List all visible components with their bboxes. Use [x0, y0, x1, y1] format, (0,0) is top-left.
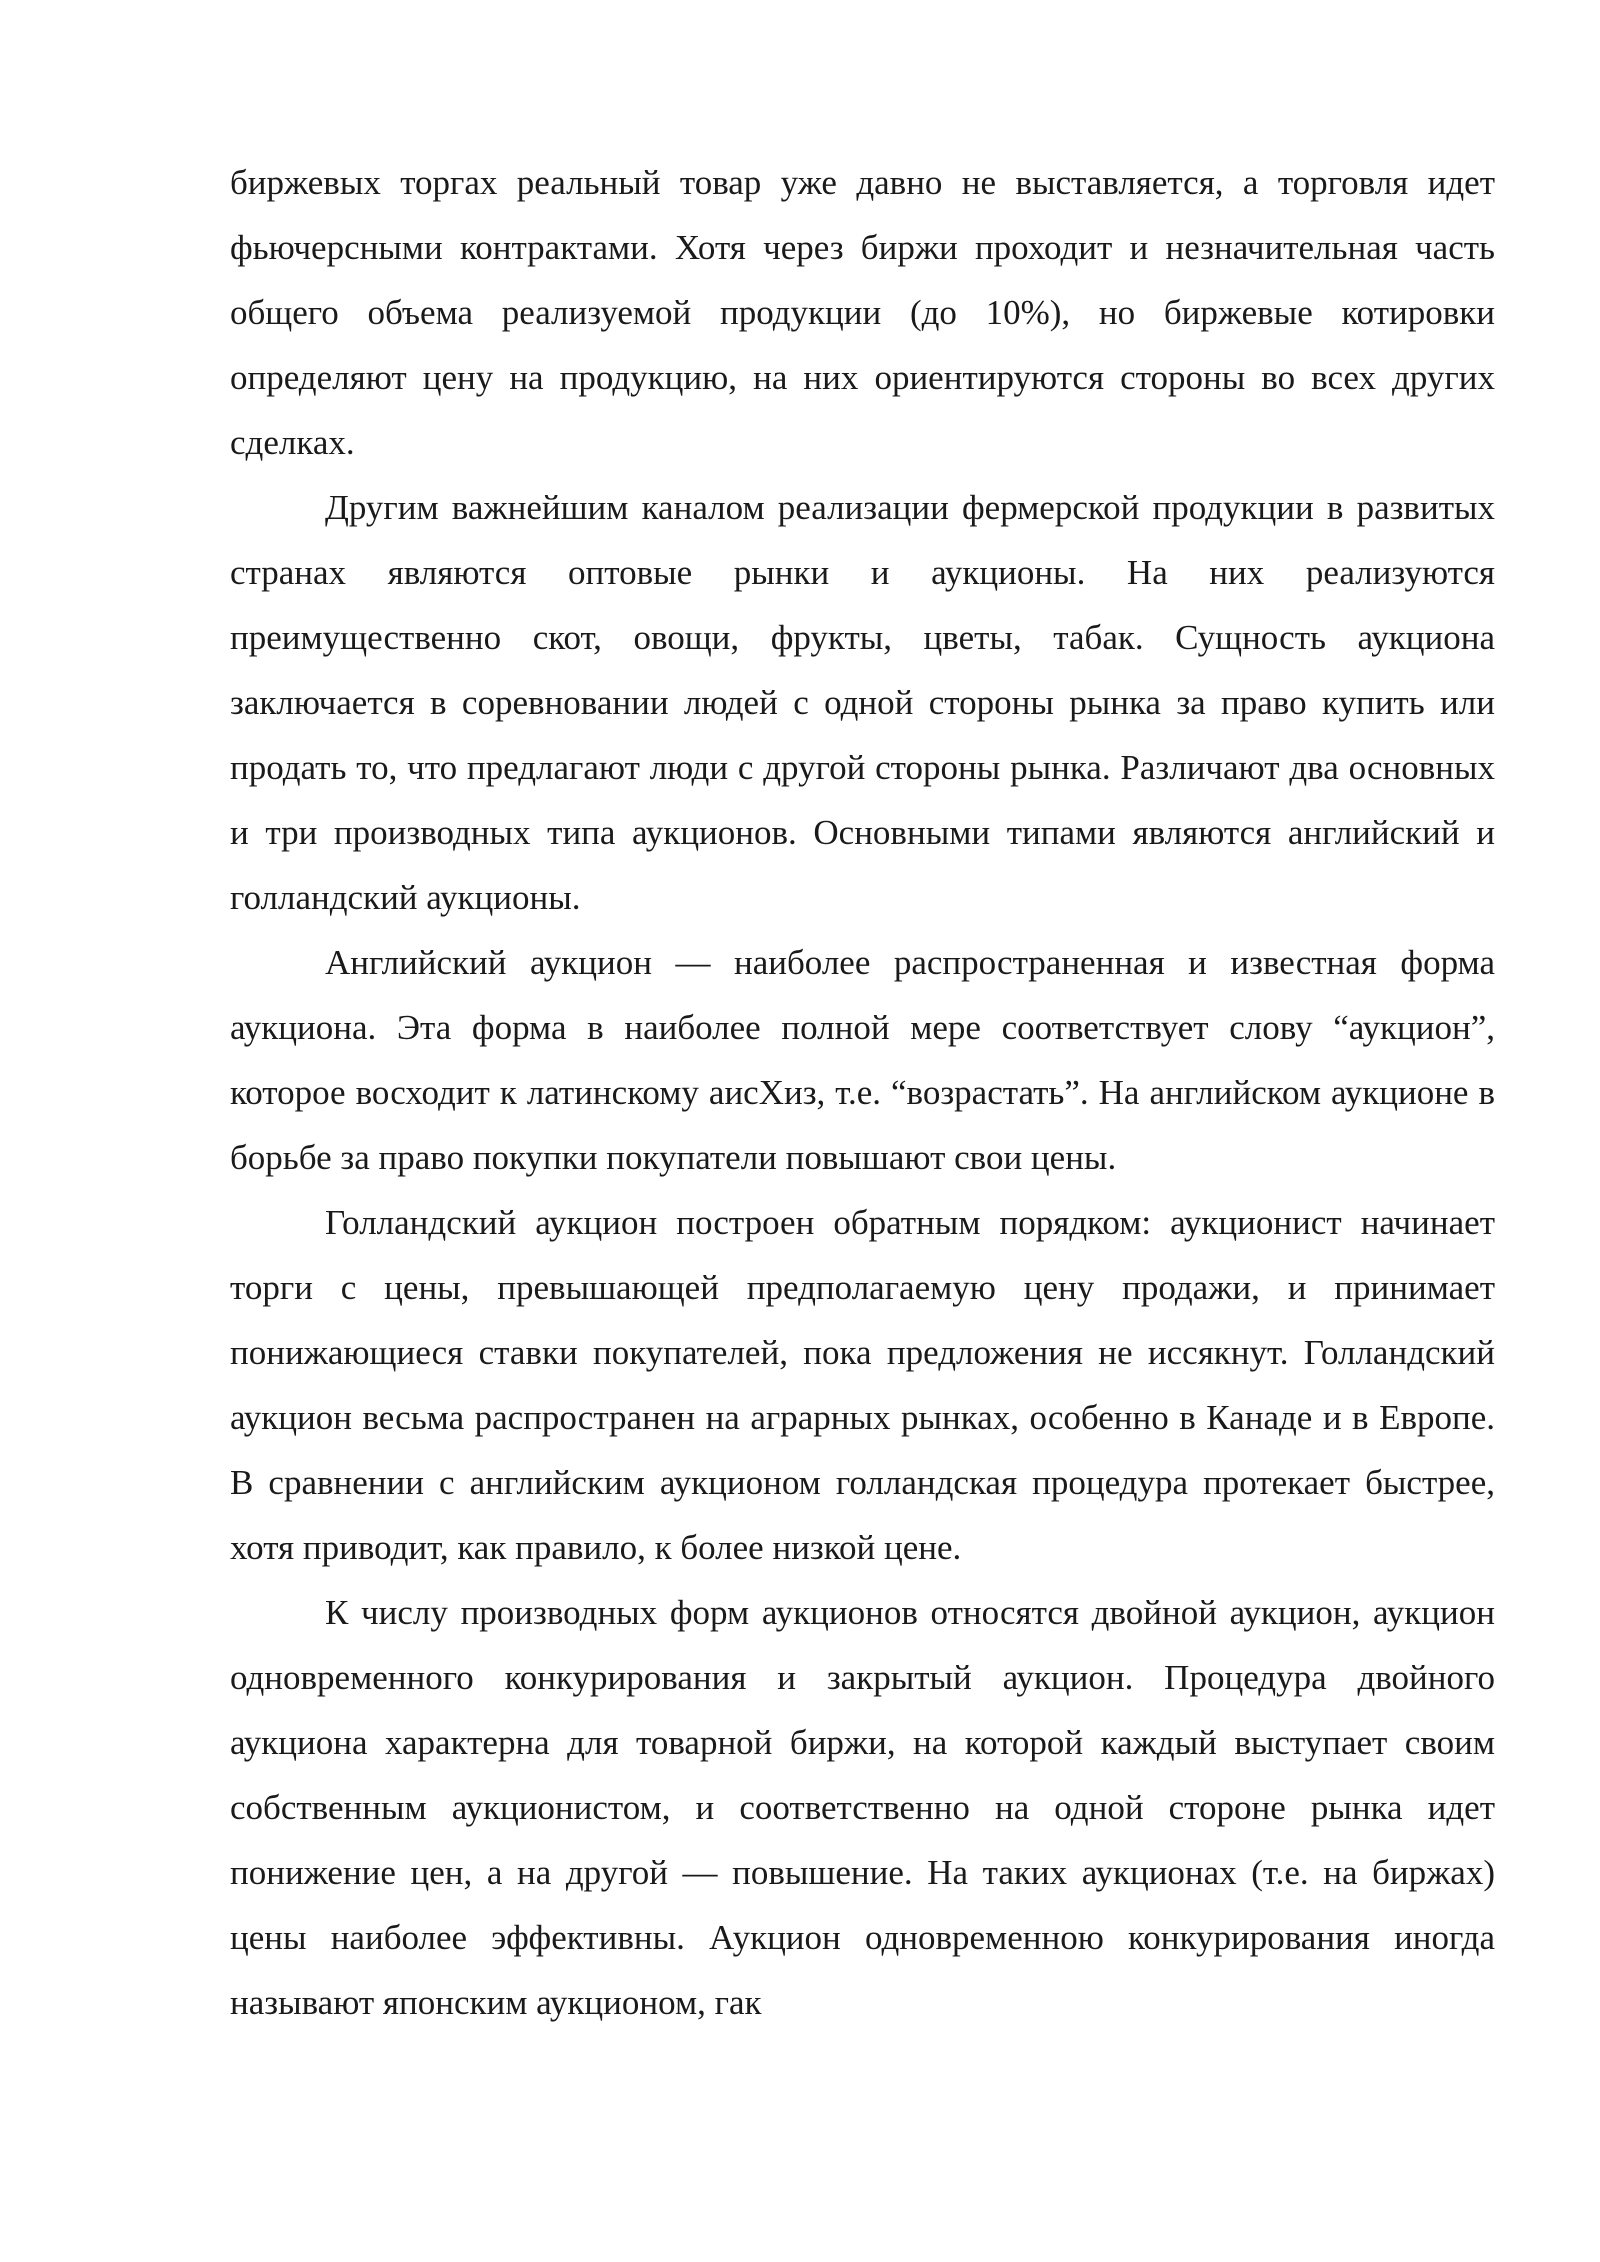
paragraph-dutch-auction: Голландский аукцион построен обратным порядком: аукционист начинает торги с цены, превышающей предполагаемую цену продажи, и принимает понижающиеся ставки покупателей, пока предложения не иссякнут. Голландский аукцион весьма распространен на аграрных рынках, особенно в Канаде и в Европе. В сравнении с английским аукционом голландская процедура протекает быстрее, хотя приводит, как правило, к более низкой цене. — [230, 1203, 1495, 1567]
paragraph-english-auction: Английский аукцион — наиболее распространенная и известная форма аукциона. Эта форма в наиболее полной мере соответствует слову “аукцион”, которое восходит к латинскому аисХиз, т.е. “возрастать”. На английском аукционе в борьбе за право покупки покупатели повышают свои цены. — [230, 943, 1495, 1177]
paragraph-continuation: биржевых торгах реальный товар уже давно не выставляется, а торговля идет фьючерсными контрактами. Хотя через биржи проходит и незначительная часть общего объема реализуемой продукции (до 10%), но биржевые котировки определяют цену на продукцию, на них ориентируются стороны во всех других сделках. — [230, 163, 1495, 462]
paragraph-wholesale-markets: Другим важнейшим каналом реализации фермерской продукции в развитых странах являются оптовые рынки и аукционы. На них реализуются преимущественно скот, овощи, фрукты, цветы, табак. Сущность аукциона заключается в соревновании людей с одной стороны рынка за право купить или продать то, что предлагают люди с другой стороны рынка. Различают два основных и три производных типа аукционов. Основными типами являются английский и голландский аукционы. — [230, 488, 1495, 917]
paragraph-derived-auctions: К числу производных форм аукционов относятся двойной аукцион, аукцион одновременного конкурирования и закрытый аукцион. Процедура двойного аукциона характерна для товарной биржи, на которой каждый выступает своим собственным аукционистом, и соответственно на одной стороне рынка идет понижение цен, а на другой — повышение. На таких аукционах (т.е. на биржах) цены наиболее эффективны. Аукцион одновременною конкурирования иногда называют японским аукционом, гак — [230, 1593, 1495, 2022]
document-page — [230, 150, 1495, 2035]
